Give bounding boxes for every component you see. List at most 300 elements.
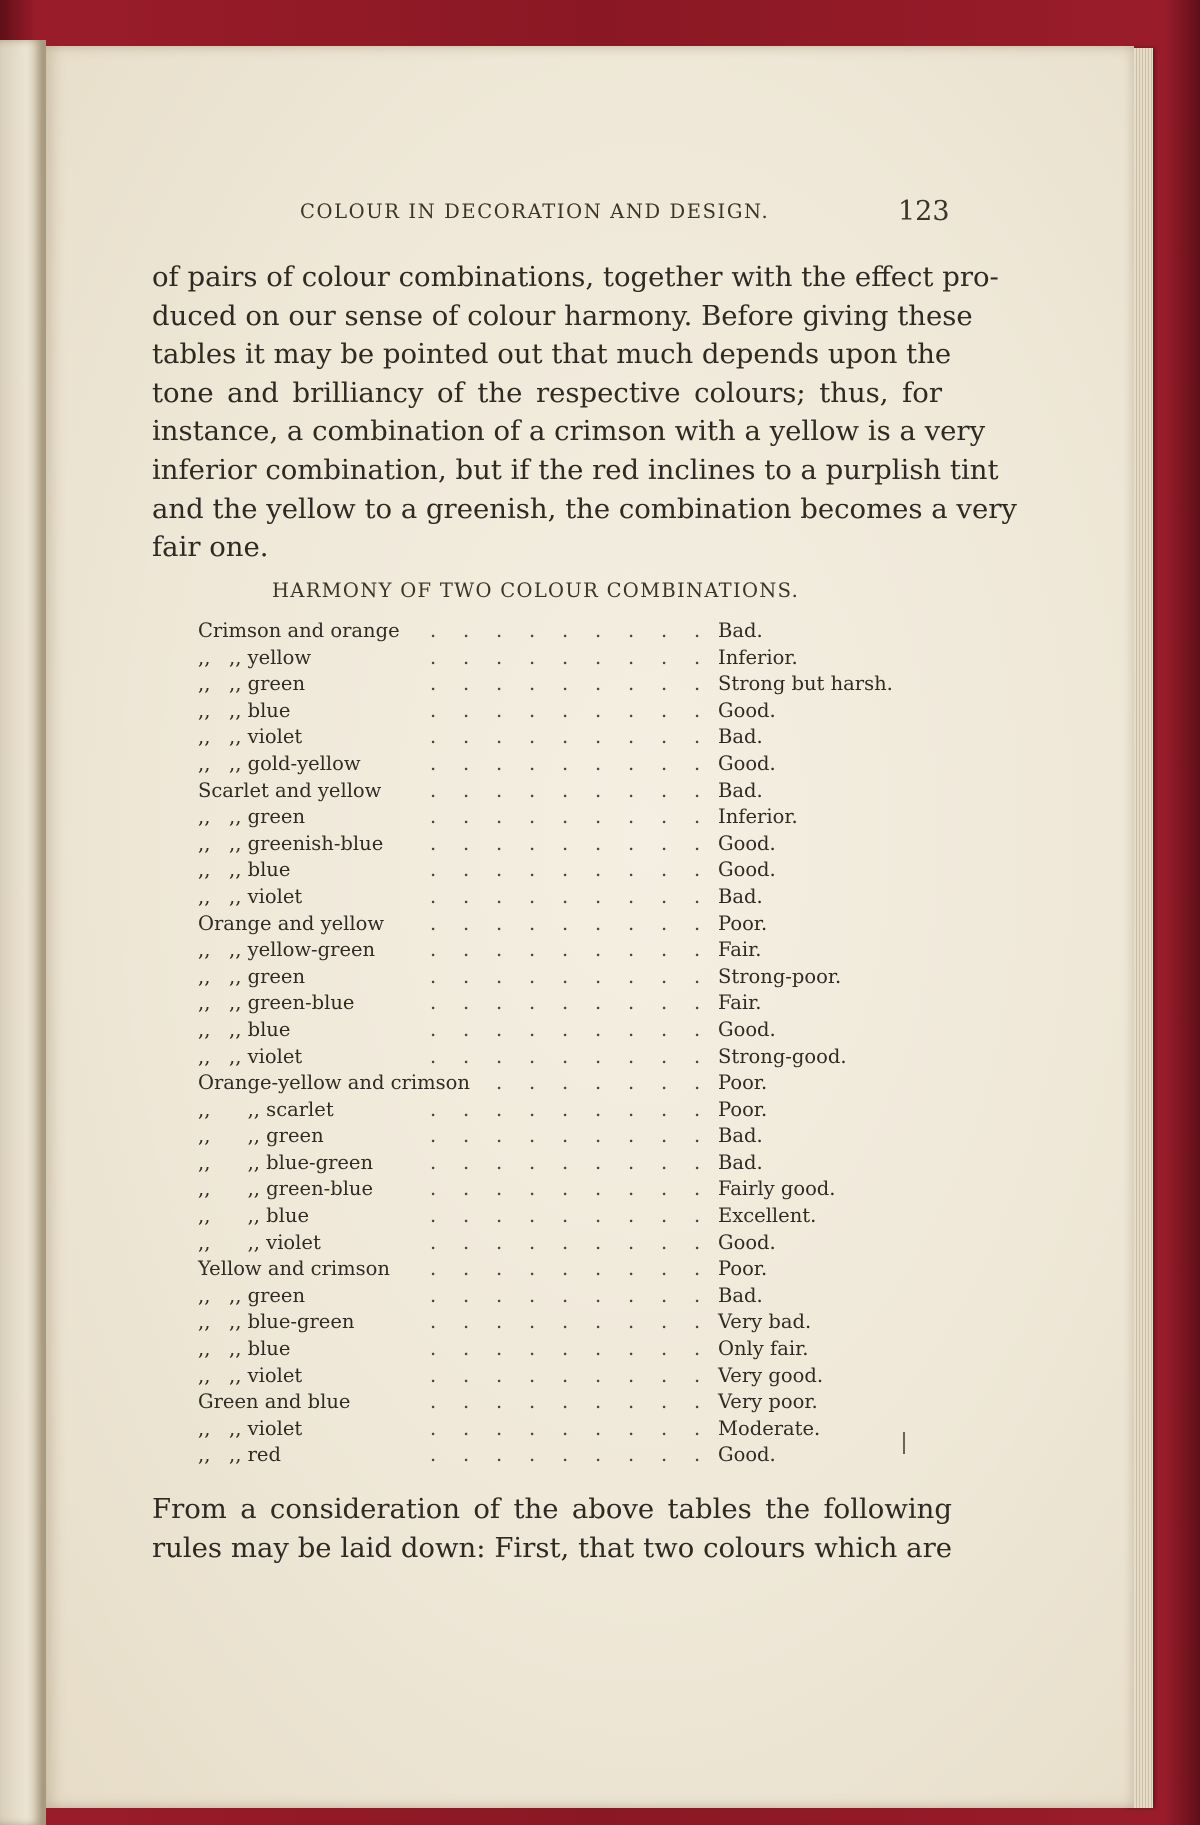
leader-dot: .	[628, 1124, 635, 1148]
leader-dot: .	[496, 1230, 503, 1254]
leader-dot: .	[595, 1283, 602, 1307]
leader-dot: .	[661, 1337, 668, 1361]
harmony-value: Only fair.	[718, 1337, 809, 1361]
text-line: From a consideration of the above tables the following	[152, 1493, 952, 1525]
leader-dot: .	[562, 991, 569, 1015]
leader-dot: .	[496, 1097, 503, 1121]
leader-dot: .	[628, 831, 635, 855]
combination-label: Yellow and crimson	[198, 1257, 390, 1281]
leader-dot: .	[562, 645, 569, 669]
leader-dot: .	[595, 672, 602, 696]
leader-dot: .	[529, 858, 536, 882]
leader-dot: .	[562, 938, 569, 962]
combination-label: ,, ,, violet	[198, 884, 303, 908]
table-row	[198, 778, 898, 805]
leader-dot: .	[694, 1177, 701, 1201]
leader-dot: .	[595, 1150, 602, 1174]
text-line: tone and brilliancy of the respective colours; thus, for	[152, 376, 942, 409]
leader-dot: .	[595, 858, 602, 882]
leader-dot: .	[661, 1017, 668, 1041]
leader-dot: .	[661, 1097, 668, 1121]
harmony-value: Poor.	[718, 1257, 768, 1281]
leader-dot: .	[463, 1150, 470, 1174]
table-row	[198, 964, 898, 991]
leader-dot: .	[562, 831, 569, 855]
leader-dot: .	[463, 672, 470, 696]
combination-label: ,, ,, violet	[198, 1230, 321, 1254]
leader-dot: .	[661, 1044, 668, 1068]
leader-dot: .	[628, 1150, 635, 1174]
leader-dot: .	[628, 1390, 635, 1414]
text-line: tables it may be pointed out that much depends upon the	[152, 338, 952, 371]
leader-dot: .	[694, 964, 701, 988]
leader-dot: .	[595, 645, 602, 669]
leader-dot: .	[595, 991, 602, 1015]
table-row	[198, 1097, 898, 1124]
combination-label: ,, ,, violet	[198, 1363, 303, 1387]
text-line: rules may be laid down: First, that two colours which are	[152, 1531, 952, 1564]
leader-dot: .	[562, 1283, 569, 1307]
leader-dot: .	[661, 725, 668, 749]
table-row	[198, 857, 898, 884]
leader-dot: .	[463, 1124, 470, 1148]
leader-dot: .	[628, 1204, 635, 1228]
leader-dot: .	[661, 1230, 668, 1254]
leader-dot: .	[496, 1416, 503, 1440]
leader-dot: .	[529, 1097, 536, 1121]
leader-dot: .	[628, 1337, 635, 1361]
leader-dot: .	[661, 1443, 668, 1467]
leader-dot: .	[595, 805, 602, 829]
leader-dot: .	[694, 778, 701, 802]
leader-dot: .	[529, 1177, 536, 1201]
harmony-value: Bad.	[718, 884, 763, 908]
leader-dot: .	[694, 1017, 701, 1041]
leader-dot: .	[694, 858, 701, 882]
harmony-value: Poor.	[718, 1097, 768, 1121]
table-row	[198, 1070, 898, 1097]
leader-dot: .	[496, 1071, 503, 1095]
leader-dot: .	[430, 778, 437, 802]
leader-dot: .	[661, 805, 668, 829]
leader-dot: .	[496, 884, 503, 908]
leader-dot: .	[562, 1017, 569, 1041]
leader-dot: .	[694, 672, 701, 696]
combination-label: ,, ,, greenish-blue	[198, 831, 384, 855]
leader-dot: .	[661, 964, 668, 988]
facing-page-edge	[0, 40, 44, 1825]
leader-dot: .	[694, 911, 701, 935]
harmony-value: Strong but harsh.	[718, 672, 893, 696]
running-title: COLOUR IN DECORATION AND DESIGN.	[300, 200, 770, 223]
leader-dot: .	[496, 1044, 503, 1068]
leader-dot: .	[496, 1337, 503, 1361]
leader-dot: .	[562, 1150, 569, 1174]
leader-dot: .	[430, 1257, 437, 1281]
leader-dot: .	[595, 1443, 602, 1467]
leader-dot: .	[661, 751, 668, 775]
leader-dot: .	[661, 938, 668, 962]
leader-dot: .	[463, 1097, 470, 1121]
harmony-value: Bad.	[718, 1283, 763, 1307]
leader-dot: .	[595, 751, 602, 775]
leader-dot: .	[496, 1443, 503, 1467]
leader-dot: .	[529, 831, 536, 855]
leader-dot: .	[463, 1283, 470, 1307]
combination-label: ,, ,, green	[198, 1124, 324, 1148]
leader-dot: .	[562, 805, 569, 829]
leader-dot: .	[529, 1204, 536, 1228]
table-row	[198, 990, 898, 1017]
leader-dot: .	[562, 1416, 569, 1440]
leader-dot: .	[595, 1044, 602, 1068]
leader-dot: .	[595, 938, 602, 962]
leader-dot: .	[628, 1097, 635, 1121]
leader-dot: .	[661, 1363, 668, 1387]
harmony-value: Bad.	[718, 778, 763, 802]
leader-dot: .	[562, 1071, 569, 1095]
leader-dot: .	[628, 858, 635, 882]
table-row	[198, 1389, 898, 1416]
harmony-value: Good.	[718, 831, 776, 855]
combination-label: ,, ,, blue	[198, 1017, 291, 1041]
leader-dot: .	[694, 991, 701, 1015]
harmony-value: Very good.	[718, 1363, 824, 1387]
table-row	[198, 1044, 898, 1071]
harmony-table	[198, 618, 898, 1469]
leader-dot: .	[463, 1177, 470, 1201]
leader-dot: .	[430, 1230, 437, 1254]
leader-dot: .	[694, 1124, 701, 1148]
leader-dot: .	[496, 1150, 503, 1174]
leader-dot: .	[694, 884, 701, 908]
combination-label: ,, ,, yellow-green	[198, 938, 376, 962]
leader-dot: .	[628, 1230, 635, 1254]
leader-dot: .	[694, 698, 701, 722]
leader-dot: .	[595, 1204, 602, 1228]
leader-dot: .	[628, 1283, 635, 1307]
combination-label: Scarlet and yellow	[198, 778, 382, 802]
leader-dot: .	[661, 1416, 668, 1440]
leader-dot: .	[595, 884, 602, 908]
leader-dot: .	[430, 911, 437, 935]
leader-dot: .	[463, 619, 470, 642]
leader-dot: .	[694, 619, 701, 642]
leader-dot: .	[529, 964, 536, 988]
combination-label: ,, ,, blue-green	[198, 1310, 355, 1334]
combination-label: ,, ,, red	[198, 1443, 281, 1467]
leader-dot: .	[463, 1044, 470, 1068]
leader-dot: .	[430, 751, 437, 775]
leader-dot: .	[562, 1257, 569, 1281]
leader-dot: .	[694, 1097, 701, 1121]
leader-dot: .	[529, 1017, 536, 1041]
leader-dot: .	[496, 725, 503, 749]
leader-dot: .	[430, 619, 437, 642]
leader-dot: .	[430, 831, 437, 855]
leader-dot: .	[463, 964, 470, 988]
combination-label: ,, ,, blue	[198, 1337, 291, 1361]
combination-label: ,, ,, green	[198, 964, 306, 988]
combination-label: ,, ,, green-blue	[198, 1177, 374, 1201]
leader-dot: .	[496, 991, 503, 1015]
leader-dot: .	[430, 645, 437, 669]
leader-dot: .	[562, 1390, 569, 1414]
leader-dot: .	[628, 778, 635, 802]
closing-paragraph	[152, 1490, 952, 1567]
table-row	[198, 1176, 898, 1203]
table-row	[198, 1363, 898, 1390]
leader-dot: .	[529, 1257, 536, 1281]
table-row	[198, 751, 898, 778]
leader-dot: .	[463, 778, 470, 802]
leader-dot: .	[595, 1097, 602, 1121]
leader-dot: .	[628, 1071, 635, 1095]
leader-dot: .	[595, 911, 602, 935]
leader-dot: .	[562, 672, 569, 696]
leader-dot: .	[562, 725, 569, 749]
leader-dot: .	[661, 1283, 668, 1307]
leader-dot: .	[430, 1177, 437, 1201]
leader-dot: .	[430, 1124, 437, 1148]
leader-dot: .	[463, 911, 470, 935]
leader-dot: .	[529, 645, 536, 669]
table-row	[198, 671, 898, 698]
text-line: of pairs of colour combinations, together with the effect pro-	[152, 261, 999, 293]
leader-dot: .	[496, 938, 503, 962]
leader-dot: .	[694, 1044, 701, 1068]
leader-dot: .	[430, 725, 437, 749]
combination-label: ,, ,, blue-green	[198, 1150, 374, 1174]
leader-dot: .	[694, 1257, 701, 1281]
combination-label: ,, ,, gold-yellow	[198, 751, 361, 775]
leader-dot: .	[595, 1177, 602, 1201]
combination-label: ,, ,, violet	[198, 1416, 303, 1440]
leader-dot: .	[628, 1416, 635, 1440]
gutter	[43, 40, 46, 1825]
combination-label: Orange-yellow and crimson	[198, 1071, 470, 1095]
leader-dot: .	[628, 1257, 635, 1281]
leader-dot: .	[595, 698, 602, 722]
text-line: and the yellow to a greenish, the combination becomes a very	[152, 492, 1017, 525]
harmony-value: Inferior.	[718, 805, 798, 829]
leader-dot: .	[562, 698, 569, 722]
table-row	[198, 618, 898, 645]
leader-dot: .	[694, 725, 701, 749]
leader-dot: .	[529, 1390, 536, 1414]
leader-dot: .	[562, 619, 569, 642]
leader-dot: .	[595, 964, 602, 988]
leader-dot: .	[496, 645, 503, 669]
leader-dot: .	[595, 1071, 602, 1095]
leader-dot: .	[562, 1177, 569, 1201]
leader-dot: .	[661, 672, 668, 696]
harmony-value: Poor.	[718, 1071, 768, 1095]
combination-label: ,, ,, blue	[198, 858, 291, 882]
harmony-value: Good.	[718, 858, 776, 882]
leader-dot: .	[529, 1337, 536, 1361]
combination-label: ,, ,, green-blue	[198, 991, 355, 1015]
leader-dot: .	[430, 672, 437, 696]
margin-mark	[903, 1432, 905, 1454]
table-row	[198, 1230, 898, 1257]
combination-label: ,, ,, green	[198, 805, 306, 829]
leader-dot: .	[463, 1390, 470, 1414]
leader-dot: .	[496, 831, 503, 855]
table-row	[198, 937, 898, 964]
leader-dot: .	[529, 1150, 536, 1174]
leader-dot: .	[430, 698, 437, 722]
combination-label: ,, ,, green	[198, 1283, 306, 1307]
leader-dot: .	[595, 1257, 602, 1281]
leader-dot: .	[628, 672, 635, 696]
leader-dot: .	[661, 1204, 668, 1228]
harmony-value: Fair.	[718, 938, 762, 962]
leader-dot: .	[529, 1443, 536, 1467]
leader-dot: .	[661, 645, 668, 669]
leader-dot: .	[562, 1443, 569, 1467]
leader-dot: .	[529, 1283, 536, 1307]
leader-dot: .	[463, 1310, 470, 1334]
leader-dot: .	[529, 1363, 536, 1387]
leader-dot: .	[463, 884, 470, 908]
harmony-value: Fair.	[718, 991, 762, 1015]
table-row	[198, 1416, 898, 1443]
text-line: duced on our sense of colour harmony. Before giving these	[152, 299, 973, 332]
leader-dot: .	[628, 751, 635, 775]
leader-dot: .	[463, 698, 470, 722]
harmony-value: Strong-good.	[718, 1044, 847, 1068]
table-row	[198, 911, 898, 938]
leader-dot: .	[628, 698, 635, 722]
leader-dot: .	[430, 1416, 437, 1440]
table-row	[198, 1336, 898, 1363]
leader-dot: .	[661, 884, 668, 908]
leader-dot: .	[430, 1310, 437, 1334]
leader-dot: .	[562, 751, 569, 775]
leader-dot: .	[661, 911, 668, 935]
leader-dot: .	[529, 725, 536, 749]
leader-dot: .	[463, 831, 470, 855]
harmony-value: Bad.	[718, 1150, 763, 1174]
leader-dot: .	[562, 1097, 569, 1121]
combination-label: ,, ,, blue	[198, 1204, 310, 1228]
harmony-value: Good.	[718, 1230, 776, 1254]
harmony-value: Bad.	[718, 1124, 763, 1148]
leader-dot: .	[463, 1017, 470, 1041]
harmony-value: Inferior.	[718, 645, 798, 669]
combination-label: ,, ,, blue	[198, 698, 291, 722]
leader-dot: .	[529, 778, 536, 802]
leader-dot: .	[661, 1071, 668, 1095]
leader-dot: .	[661, 1177, 668, 1201]
leader-dot: .	[628, 619, 635, 642]
leader-dot: .	[496, 911, 503, 935]
harmony-value: Moderate.	[718, 1416, 821, 1440]
leader-dot: .	[694, 938, 701, 962]
leader-dot: .	[463, 1443, 470, 1467]
leader-dot: .	[694, 1337, 701, 1361]
harmony-value: Good.	[718, 1443, 776, 1467]
leader-dot: .	[694, 1071, 701, 1095]
leader-dot: .	[661, 991, 668, 1015]
table-row	[198, 1442, 898, 1469]
leader-dot: .	[529, 884, 536, 908]
leader-dot: .	[430, 1017, 437, 1041]
leader-dot: .	[562, 778, 569, 802]
leader-dot: .	[529, 1416, 536, 1440]
leader-dot: .	[430, 1443, 437, 1467]
leader-dot: .	[661, 1124, 668, 1148]
leader-dot: .	[628, 1017, 635, 1041]
table-row	[198, 645, 898, 672]
table-row	[198, 804, 898, 831]
leader-dot: .	[694, 1443, 701, 1467]
table-row	[198, 884, 898, 911]
table-row	[198, 1309, 898, 1336]
table-row	[198, 1203, 898, 1230]
leader-dot: .	[463, 938, 470, 962]
leader-dot: .	[430, 1283, 437, 1307]
harmony-value: Good.	[718, 698, 776, 722]
leader-dot: .	[694, 1416, 701, 1440]
leader-dot: .	[562, 1124, 569, 1148]
leader-dot: .	[595, 831, 602, 855]
leader-dot: .	[694, 1230, 701, 1254]
leader-dot: .	[661, 1150, 668, 1174]
leader-dot: .	[430, 858, 437, 882]
leader-dot: .	[496, 698, 503, 722]
leader-dot: .	[595, 1230, 602, 1254]
text-line: inferior combination, but if the red inclines to a purplish tint	[152, 453, 999, 486]
leader-dot: .	[430, 938, 437, 962]
leader-dot: .	[694, 1390, 701, 1414]
leader-dot: .	[430, 991, 437, 1015]
leader-dot: .	[562, 1230, 569, 1254]
leader-dot: .	[496, 619, 503, 642]
combination-label: ,, ,, violet	[198, 1044, 303, 1068]
leader-dot: .	[430, 805, 437, 829]
leader-dot: .	[661, 778, 668, 802]
leader-dot: .	[628, 964, 635, 988]
leader-dot: .	[694, 805, 701, 829]
leader-dot: .	[694, 1283, 701, 1307]
leader-dot: .	[694, 751, 701, 775]
intro-paragraph	[152, 258, 1017, 567]
leader-dot: .	[694, 1363, 701, 1387]
leader-dot: .	[595, 1416, 602, 1440]
leader-dot: .	[430, 1097, 437, 1121]
combination-label: Green and blue	[198, 1390, 351, 1414]
leader-dot: .	[463, 805, 470, 829]
leader-dot: .	[628, 884, 635, 908]
leader-dot: .	[463, 991, 470, 1015]
leader-dot: .	[496, 1283, 503, 1307]
leader-dot: .	[595, 1124, 602, 1148]
leader-dot: .	[463, 751, 470, 775]
table-row	[198, 831, 898, 858]
leader-dot: .	[628, 805, 635, 829]
leader-dot: .	[562, 964, 569, 988]
leader-dot: .	[463, 1230, 470, 1254]
leader-dot: .	[496, 805, 503, 829]
leader-dot: .	[430, 1204, 437, 1228]
leader-dot: .	[529, 672, 536, 696]
leader-dot: .	[595, 778, 602, 802]
combination-label: ,, ,, scarlet	[198, 1097, 334, 1121]
leader-dot: .	[496, 1124, 503, 1148]
leader-dot: .	[595, 1390, 602, 1414]
